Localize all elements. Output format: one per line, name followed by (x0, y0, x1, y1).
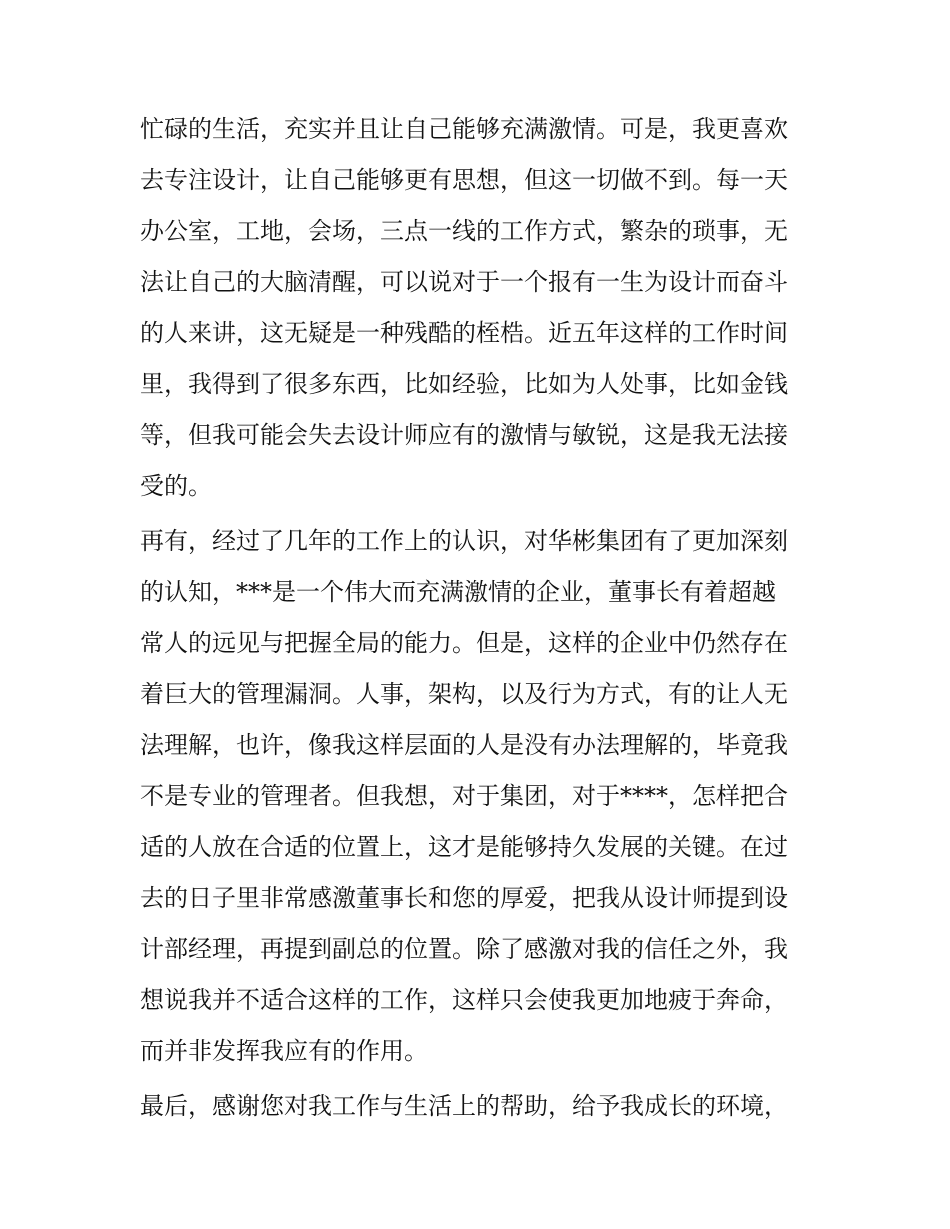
text-line: 去的日子里非常感激董事长和您的厚爱，把我从设计师提到设 (140, 884, 788, 912)
document-body (140, 104, 820, 1132)
text-line: 去专注设计，让自己能够更有思想，但这一切做不到。每一天 (140, 166, 788, 194)
text-line: 着巨大的管理漏洞。人事，架构，以及行为方式，有的让人无 (140, 680, 788, 708)
text-line: 最后，感谢您对我工作与生活上的帮助，给予我成长的环境， (140, 1092, 788, 1120)
text-line: 的人来讲，这无疑是一种残酷的桎梏。近五年这样的工作时间 (140, 319, 788, 347)
text-line: 忙碌的生活，充实并且让自己能够充满激情。可是，我更喜欢 (140, 115, 788, 143)
text-line: 里，我得到了很多东西，比如经验，比如为人处事，比如金钱 (140, 370, 788, 398)
text-line: 法理解，也许，像我这样层面的人是没有办法理解的，毕竟我 (140, 731, 788, 759)
paragraph-gratitude (140, 1081, 820, 1132)
paragraph-work-pressure (140, 104, 820, 512)
paragraph-company-management (140, 516, 820, 1077)
text-line: 不是专业的管理者。但我想，对于集团，对于****，怎样把合 (140, 782, 788, 810)
text-line: 办公室，工地，会场，三点一线的工作方式，繁杂的琐事，无 (140, 217, 788, 245)
text-line: 法让自己的大脑清醒，可以说对于一个报有一生为设计而奋斗 (140, 268, 788, 296)
text-line: 而并非发挥我应有的作用。 (140, 1037, 428, 1065)
text-line: 想说我并不适合这样的工作，这样只会使我更加地疲于奔命， (140, 986, 788, 1014)
text-line: 的认知，***是一个伟大而充满激情的企业，董事长有着超越 (140, 578, 776, 606)
text-line: 再有，经过了几年的工作上的认识，对华彬集团有了更加深刻 (140, 527, 788, 555)
text-line: 等，但我可能会失去设计师应有的激情与敏锐，这是我无法接 (140, 421, 788, 449)
text-line: 受的。 (140, 472, 212, 500)
text-line: 计部经理，再提到副总的位置。除了感激对我的信任之外，我 (140, 935, 788, 963)
text-line: 常人的远见与把握全局的能力。但是，这样的企业中仍然存在 (140, 629, 788, 657)
text-line: 适的人放在合适的位置上，这才是能够持久发展的关键。在过 (140, 833, 788, 861)
